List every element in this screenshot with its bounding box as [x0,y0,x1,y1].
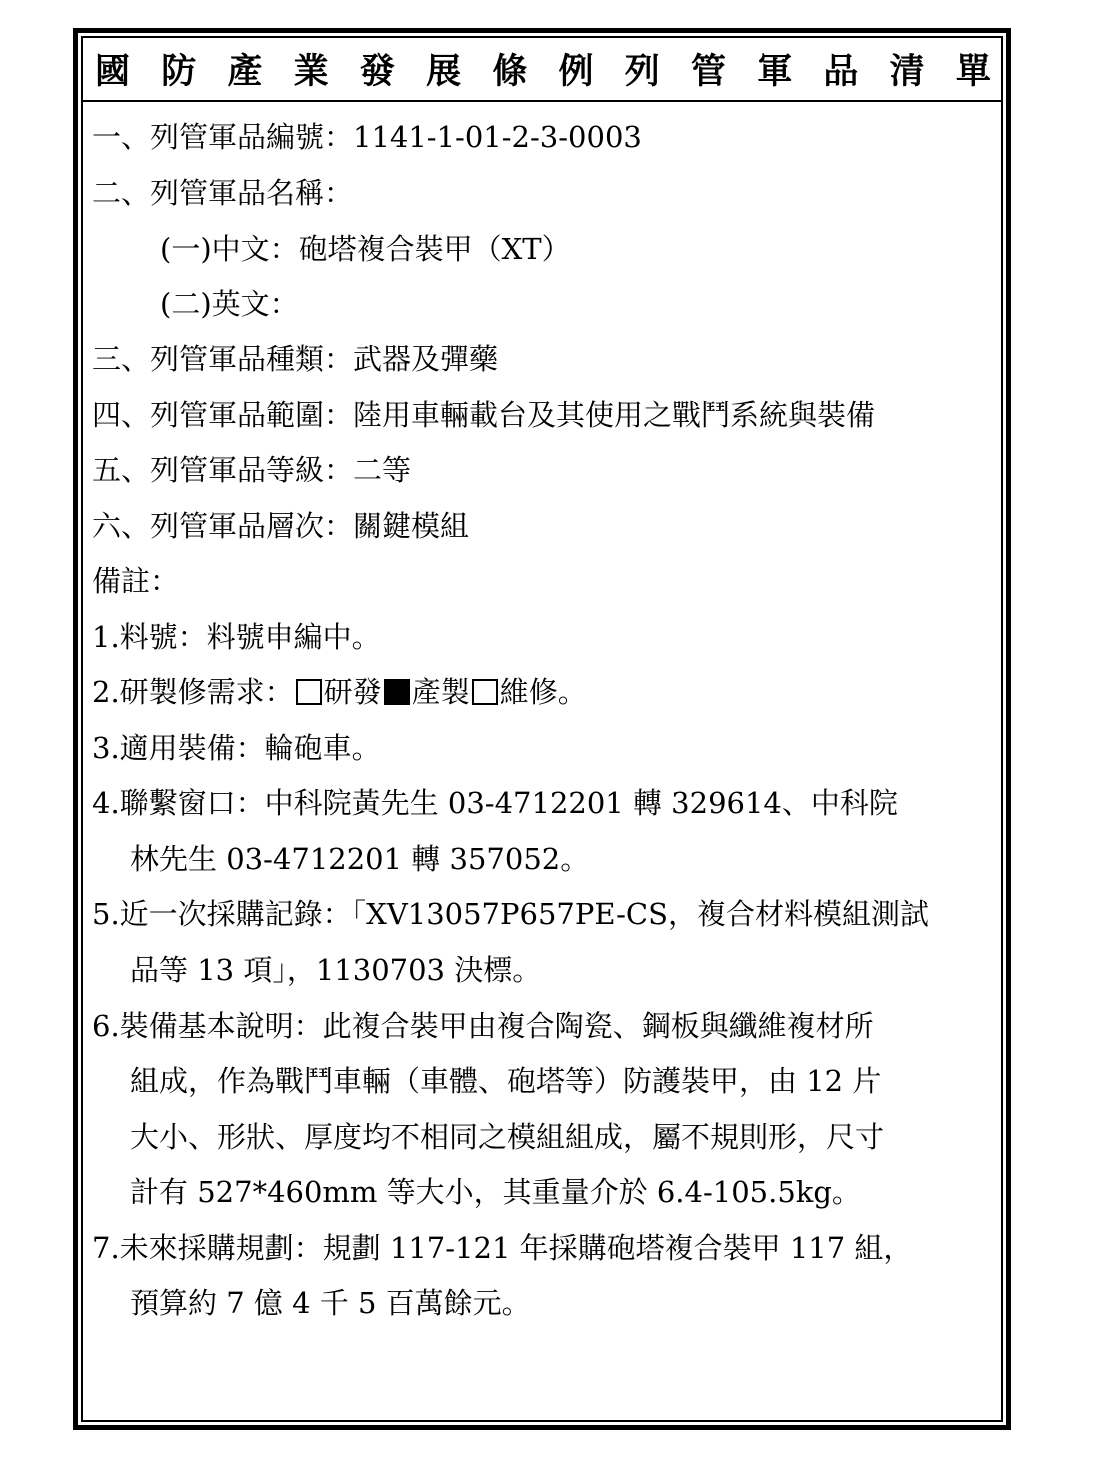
title-char: 軍 [757,51,793,92]
item-level: 六、列管軍品層次：關鍵模組 [92,509,470,543]
note-1: 1.料號：料號申編中。 [92,620,381,654]
note-7-line1: 7.未來採購規劃：規劃 117-121 年採購砲塔複合裝甲 117 組， [92,1231,913,1265]
page-title [83,44,1001,94]
option-rd: 研發 [323,675,382,709]
title-char: 產 [227,51,263,92]
note-6-line1: 6.裝備基本說明：此複合裝甲由複合陶瓷、鋼板與纖維複材所 [92,1009,874,1043]
title-char: 例 [558,51,594,92]
title-bar [83,38,1001,102]
checkbox-production-checked [384,679,410,705]
title-char: 條 [492,51,528,92]
note-7-line2: 預算約 7 億 4 千 5 百萬餘元。 [130,1286,531,1320]
note-2 [92,674,587,710]
item-name-english: (二)英文： [160,287,299,321]
note-5-line1: 5.近一次採購記錄：「XV13057P657PE-CS，複合材料模組測試 [92,897,929,931]
title-char: 防 [161,51,197,92]
notes-header: 備註： [92,564,180,598]
title-char: 單 [955,51,991,92]
option-maintenance: 維修。 [499,675,587,709]
title-char: 清 [889,51,925,92]
note-6-line3: 大小、形狀、厚度均不相同之模組組成，屬不規則形，尺寸 [130,1120,885,1154]
title-char: 展 [426,51,462,92]
note-2-label: 2.研製修需求： [92,675,294,709]
title-char: 列 [624,51,660,92]
note-6-line4: 計有 527*460mm 等大小，其重量介於 6.4-105.5kg。 [130,1175,861,1209]
item-grade: 五、列管軍品等級：二等 [92,453,412,487]
note-5-line2: 品等 13 項」，1130703 決標。 [130,953,542,987]
checkbox-rd-unchecked [296,679,322,705]
title-char: 管 [690,51,726,92]
note-3: 3.適用裝備：輪砲車。 [92,731,381,765]
item-number: 一、列管軍品編號：1141-1-01-2-3-0003 [92,120,642,154]
item-name-chinese: (一)中文：砲塔複合裝甲（XT） [160,232,571,266]
option-production: 產製 [411,675,470,709]
item-name: 二、列管軍品名稱： [92,176,354,210]
note-4-line2: 林先生 03-4712201 轉 357052。 [130,842,590,876]
title-char: 發 [359,51,395,92]
title-char: 品 [823,51,859,92]
title-char: 國 [95,51,131,92]
checkbox-maintenance-unchecked [472,679,498,705]
title-char: 業 [293,51,329,92]
note-6-line2: 組成，作為戰鬥車輛（車體、砲塔等）防護裝甲，由 12 片 [130,1064,882,1098]
item-scope: 四、列管軍品範圍：陸用車輛載台及其使用之戰鬥系統與裝備 [92,398,876,432]
item-category: 三、列管軍品種類：武器及彈藥 [92,342,499,376]
note-4-line1: 4.聯繫窗口：中科院黃先生 03-4712201 轉 329614、中科院 [92,786,898,820]
